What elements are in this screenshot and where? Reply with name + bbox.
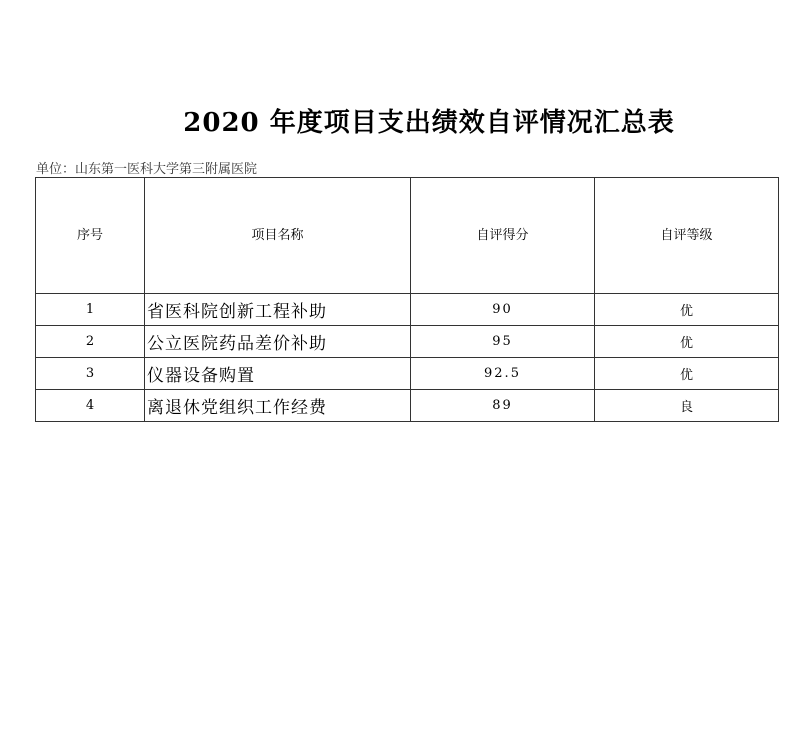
table-row	[36, 326, 779, 358]
row-index: 4	[36, 390, 145, 422]
row-score: 89	[411, 390, 595, 422]
row-index: 2	[36, 326, 145, 358]
unit-label: 单位：山东第一医科大学第三附属医院	[36, 162, 258, 177]
header-project-name: 项目名称	[145, 178, 411, 294]
row-score: 95	[411, 326, 595, 358]
row-project-name: 离退休党组织工作经费	[145, 390, 411, 422]
table-row	[36, 390, 779, 422]
row-grade: 良	[595, 390, 779, 422]
row-project-name: 省医科院创新工程补助	[145, 294, 411, 326]
table-row	[36, 294, 779, 326]
row-project-name: 仪器设备购置	[145, 358, 411, 390]
row-index: 1	[36, 294, 145, 326]
header-index: 序号	[36, 178, 145, 294]
row-grade: 优	[595, 294, 779, 326]
row-grade: 优	[595, 358, 779, 390]
header-score: 自评得分	[411, 178, 595, 294]
row-project-name: 公立医院药品差价补助	[145, 326, 411, 358]
table-header-row	[36, 178, 779, 294]
row-grade: 优	[595, 326, 779, 358]
row-index: 3	[36, 358, 145, 390]
row-score: 90	[411, 294, 595, 326]
document-title: 2020 年度项目支出绩效自评情况汇总表	[183, 108, 675, 138]
header-grade: 自评等级	[595, 178, 779, 294]
row-score: 92.5	[411, 358, 595, 390]
summary-table	[35, 177, 779, 422]
table-row	[36, 358, 779, 390]
